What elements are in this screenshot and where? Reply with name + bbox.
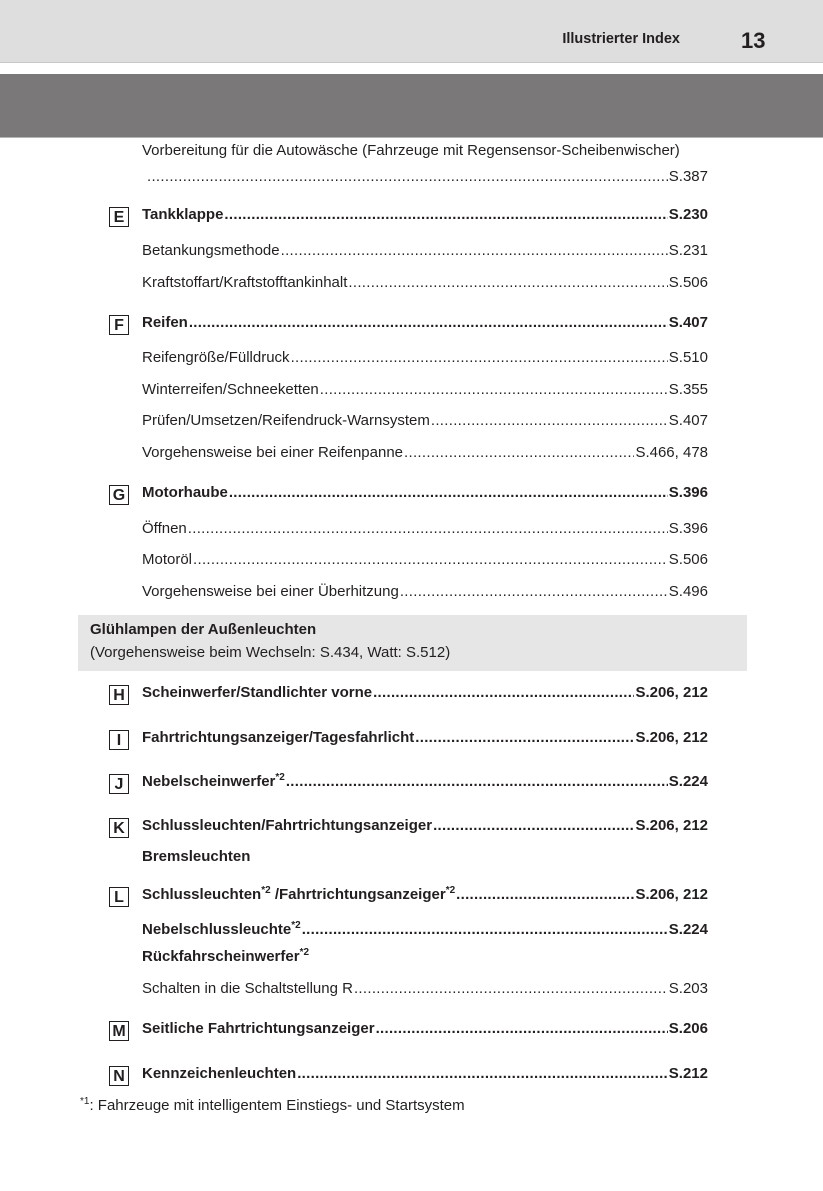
page-ref[interactable]: S.466, 478 [635,444,708,461]
entry-label [142,314,188,331]
index-letter-n: N [109,1066,129,1086]
page-ref[interactable]: S.407 [668,314,708,331]
entry-label [142,848,250,865]
leader-dots [147,168,668,185]
entry-label [142,817,432,834]
entry-label [142,381,319,398]
entry-label-text: Nebelschlussleuchte [142,921,292,938]
page-ref[interactable]: S.231 [668,242,708,259]
leader-dots [188,520,668,537]
leader-dots [320,381,668,398]
page-ref[interactable]: S.496 [668,583,708,600]
footnote-ref: *2 [291,920,301,931]
entry-label [142,444,403,461]
index-entry[interactable] [142,1020,708,1040]
entry-label [142,1065,296,1082]
leader-dots [286,773,668,790]
leader-dots [354,980,668,997]
intro-page-row [146,168,708,188]
entry-label-text: Rückfahrscheinwerfer [142,948,300,965]
leader-dots [193,551,668,568]
entry-label-text: Winterreifen/Schneeketten [142,381,319,398]
index-letter-m: M [109,1021,129,1041]
index-letter-f: F [109,315,129,335]
entry-label-text: Schlussleuchten/Fahrtrichtungsanzeiger [142,817,433,834]
leader-dots [189,314,668,331]
leader-dots [400,583,668,600]
index-entry[interactable] [142,242,708,262]
index-letter-l: L [109,887,129,907]
bulbs-subtitle: (Vorgehensweise beim Wechseln: S.434, Watt: S.512) [90,644,451,661]
leader-dots [281,242,668,259]
page-ref[interactable]: S.510 [668,349,708,366]
entry-label [142,551,192,568]
index-entry[interactable] [142,583,708,603]
page-ref[interactable]: S.206, 212 [635,684,708,701]
footnote-ref: *2 [275,772,285,783]
leader-dots [302,921,668,938]
entry-label-text: Reifengröße/Fülldruck [142,349,290,366]
entry-label [142,773,285,790]
page-ref[interactable]: S.203 [668,980,708,997]
page-ref[interactable]: S.396 [668,484,708,501]
leader-dots [348,274,667,291]
entry-label [142,729,414,746]
index-entry[interactable] [142,381,708,401]
index-entry[interactable] [142,684,708,704]
index-entry[interactable] [142,886,708,906]
index-entry[interactable] [142,412,708,432]
entry-label-text: Vorgehensweise bei einer Überhitzung [142,583,399,600]
footnote-ref: *2 [299,947,310,958]
entry-label [142,206,223,223]
page-ref[interactable]: S.206 [668,1020,708,1037]
entry-label-text: Kennzeichenleuchten [142,1065,297,1082]
index-entry[interactable] [142,274,708,294]
footnote-text: : Fahrzeuge mit intelligentem Einstiegs- und Startsystem [89,1097,465,1114]
leader-dots [297,1065,668,1082]
index-entry[interactable] [142,206,708,226]
entry-label [142,921,301,938]
entry-label-text: Kraftstoffart/Kraftstofftankinhalt [142,274,348,291]
page-ref[interactable]: S.506 [668,274,708,291]
entry-label-text: Bremsleuchten [142,848,251,865]
entry-label-text: Öffnen [142,520,187,537]
entry-label [142,980,353,997]
page-ref[interactable]: S.407 [668,412,708,429]
entry-label-text: Fahrtrichtungsanzeiger/Tagesfahrlicht [142,729,415,746]
entry-label [142,242,280,259]
index-entry[interactable] [142,484,708,504]
entry-label [142,412,430,429]
page-ref[interactable]: S.355 [668,381,708,398]
index-entry[interactable] [142,980,708,1000]
index-entry[interactable] [142,1065,708,1085]
entry-label [142,520,187,537]
entry-label [142,484,228,501]
page-ref[interactable]: S.230 [668,206,708,223]
entry-label-text: /Fahrtrichtungsanzeiger [270,886,446,903]
entry-label [142,274,347,291]
entry-label-text: Schlussleuchten [142,886,262,903]
leader-dots [229,484,668,501]
entry-label-text: Reifen [142,314,188,331]
page-ref[interactable]: S.206, 212 [635,886,708,903]
page-ref[interactable]: S.212 [668,1065,708,1082]
entry-label-text: Tankklappe [142,206,224,223]
index-entry[interactable] [142,848,708,868]
footnote [80,1097,465,1114]
entry-label [142,349,290,366]
page-ref[interactable]: S.206, 212 [635,817,708,834]
entry-label-text: Prüfen/Umsetzen/Reifendruck-Warnsystem [142,412,430,429]
index-entry[interactable] [142,520,708,540]
entry-label-text: Motoröl [142,551,193,568]
leader-dots [456,886,634,903]
entry-label-text: Nebelscheinwerfer [142,773,276,790]
intro-text: Vorbereitung für die Autowäsche (Fahrzeuge mit Regensensor-Scheibenwischer) [142,142,680,159]
leader-dots [415,729,634,746]
index-letter-i: I [109,730,129,750]
index-entry[interactable] [142,314,708,334]
entry-label-text: Vorgehensweise bei einer Reifenpanne [142,444,404,461]
index-entry[interactable] [142,948,708,968]
index-entry[interactable] [142,729,708,749]
entry-label [142,886,455,903]
entry-label-text: Betankungsmethode [142,242,280,259]
footnote-mark: *1 [80,1096,90,1107]
page-ref[interactable]: S.387 [668,168,708,185]
index-letter-j: J [109,774,129,794]
leader-dots [224,206,667,223]
leader-dots [433,817,634,834]
page-ref[interactable]: S.506 [668,551,708,568]
entry-label [142,583,399,600]
page-number: 13 [741,28,766,53]
entry-label [142,1020,375,1037]
page-ref[interactable]: S.224 [668,921,708,938]
leader-dots [404,444,634,461]
footnote-ref: *2 [261,885,271,896]
footnote-ref: *2 [445,885,456,896]
section-title: Illustrierter Index [562,31,680,47]
entry-label-text: Motorhaube [142,484,228,501]
page-ref[interactable]: S.396 [668,520,708,537]
entry-label-text: Schalten in die Schaltstellung R [142,980,353,997]
index-letter-k: K [109,818,129,838]
index-entry[interactable] [142,444,708,464]
entry-label-text: Seitliche Fahrtrichtungsanzeiger [142,1020,375,1037]
index-entry[interactable] [142,921,708,941]
index-entry[interactable] [142,773,708,793]
index-letter-g: G [109,485,129,505]
leader-dots [291,349,668,366]
index-entry[interactable] [142,551,708,571]
page-ref[interactable]: S.224 [668,773,708,790]
leader-dots [431,412,668,429]
intro-text-row [142,142,708,162]
index-entry[interactable] [142,349,708,369]
page-header [0,0,823,63]
leader-dots [373,684,634,701]
bulbs-title: Glühlampen der Außenleuchten [90,621,317,638]
index-entry[interactable] [142,817,708,837]
index-letter-h: H [109,685,129,705]
entry-label [142,948,309,965]
entry-label [142,684,372,701]
leader-dots [376,1020,668,1037]
index-letter-e: E [109,207,129,227]
header-band [0,74,823,138]
entry-label-text: Scheinwerfer/Standlichter vorne [142,684,373,701]
page-ref[interactable]: S.206, 212 [635,729,708,746]
